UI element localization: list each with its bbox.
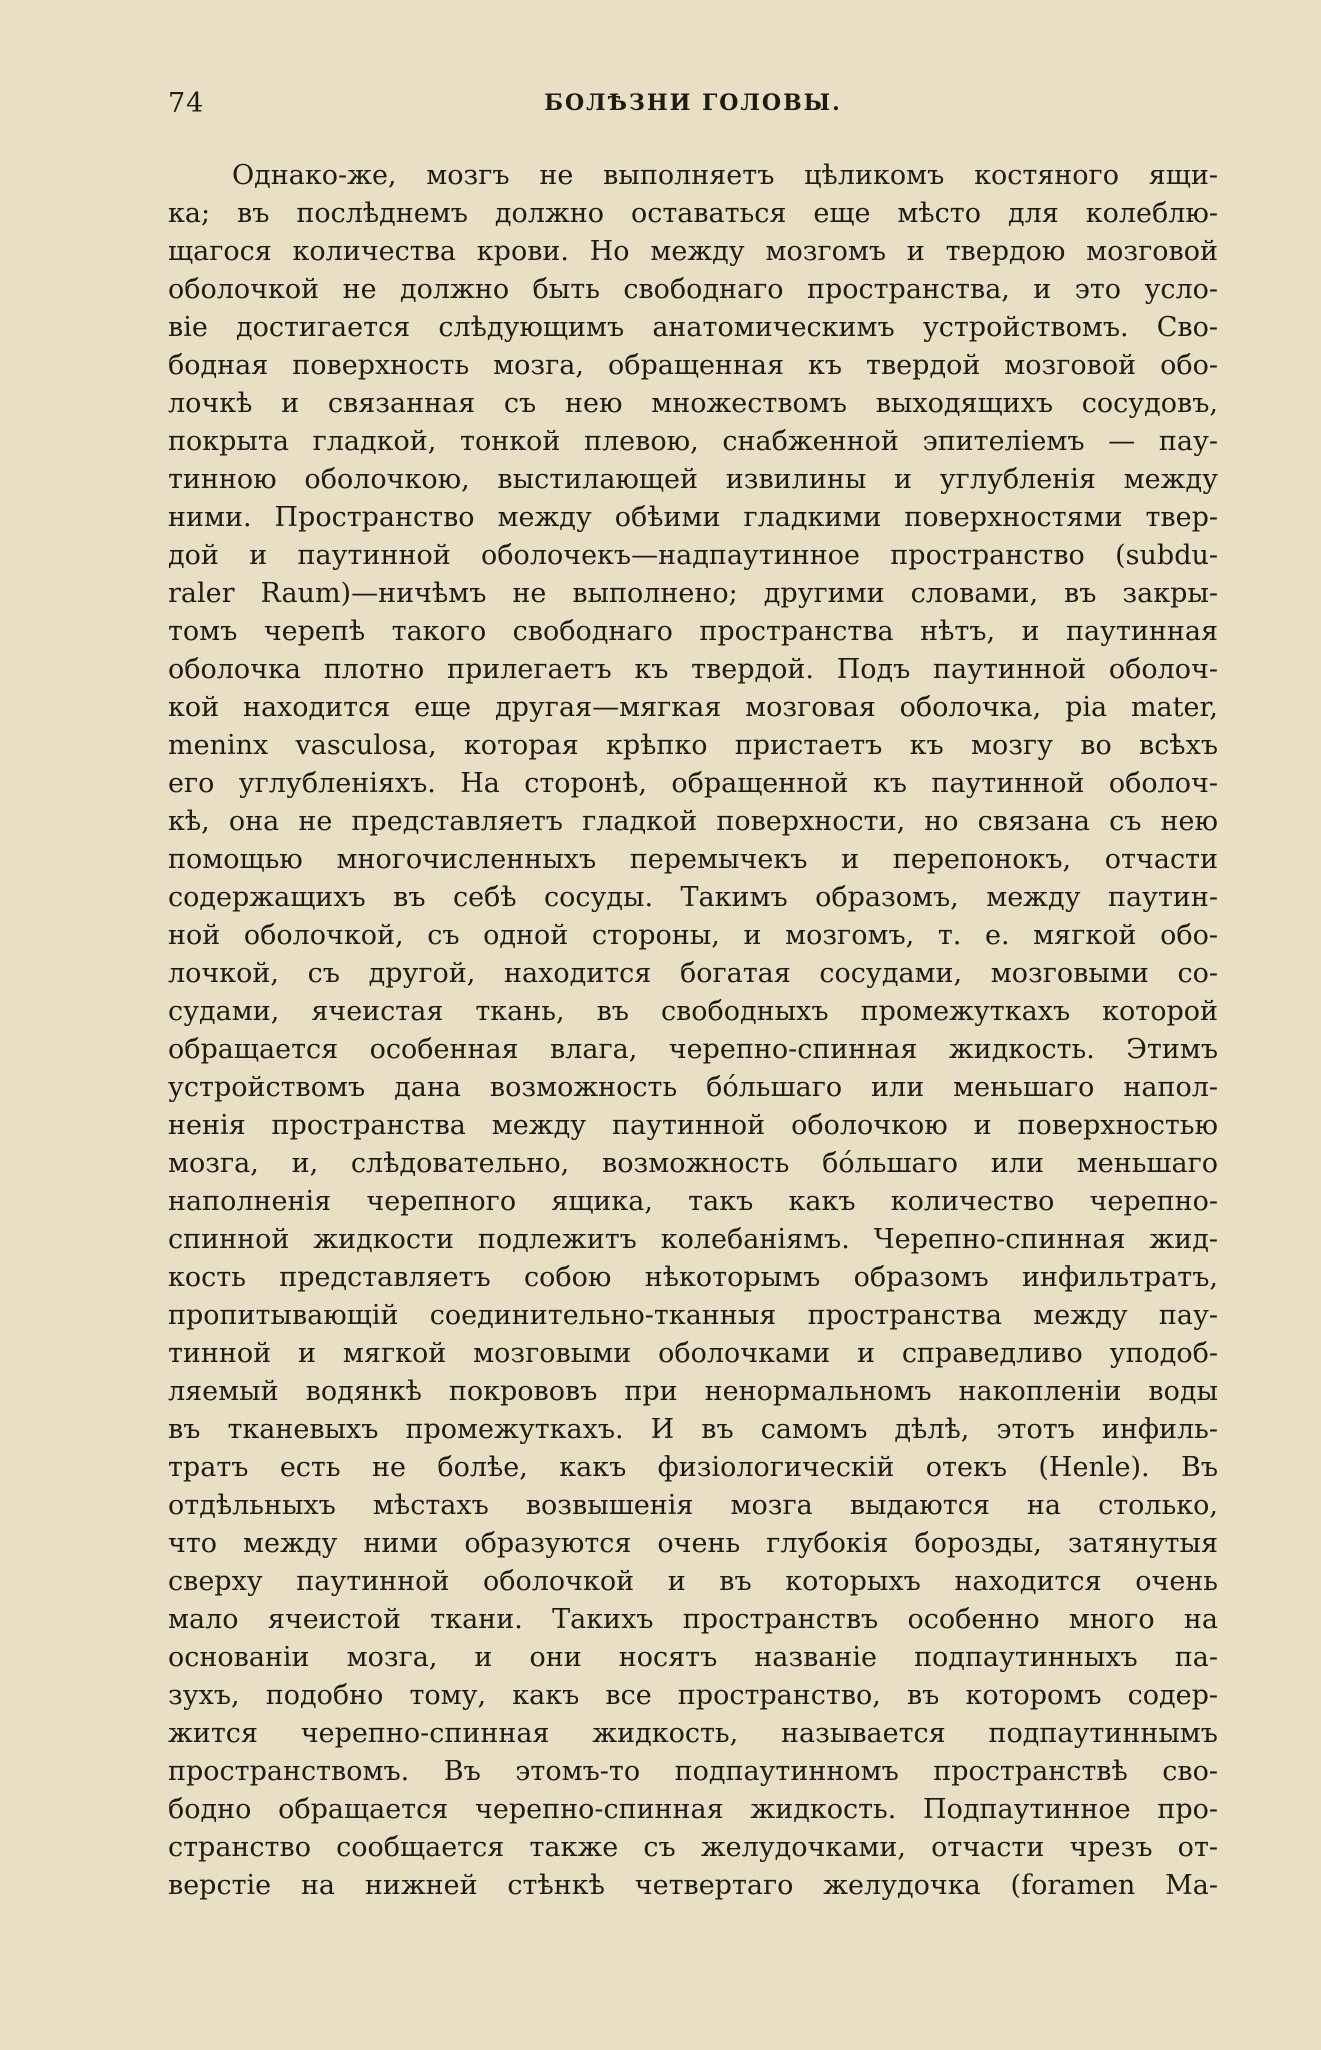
text-line: raler Raum)—ничѣмъ не выполнено; другими словами, въ закры- [168, 578, 1218, 609]
text-line: лочкѣ и связанная съ нею множествомъ выходящихъ сосудовъ, [168, 388, 1218, 419]
text-line: обращается особенная влага, черепно-спинная жидкость. Этимъ [168, 1034, 1218, 1065]
text-line: ними. Пространство между обѣими гладкими поверхностями твер- [168, 502, 1218, 533]
text-line: судами, ячеистая ткань, въ свободныхъ промежуткахъ которой [168, 996, 1218, 1027]
text-line: мало ячеистой ткани. Такихъ пространствъ особенно много на [168, 1604, 1218, 1635]
text-line: устройствомъ дана возможность бо́льшаго или меньшаго напол- [168, 1072, 1218, 1103]
text-line: пространствомъ. Въ этомъ-то подпаутинномъ пространствѣ сво- [168, 1756, 1218, 1787]
text-line: оболочка плотно прилегаетъ къ твердой. Подъ паутинной оболоч- [168, 654, 1218, 685]
page-header [168, 88, 1218, 128]
text-line: томъ черепѣ такого свободнаго пространства нѣтъ, и паутинная [168, 616, 1218, 647]
text-line: пропитывающій соединительно-тканныя пространства между пау- [168, 1300, 1218, 1331]
text-line: его углубленіяхъ. На сторонѣ, обращенной къ паутинной оболоч- [168, 768, 1218, 799]
text-line: кѣ, она не представляетъ гладкой поверхности, но связана съ нею [168, 806, 1218, 837]
text-line: тратъ есть не болѣе, какъ физіологическій отекъ (Henle). Въ [168, 1452, 1218, 1483]
text-line: віе достигается слѣдующимъ анатомическимъ устройствомъ. Сво- [168, 312, 1218, 343]
text-line: мозга, и, слѣдовательно, возможность бо́льшаго или меньшаго [168, 1148, 1218, 1179]
text-line: тинною оболочкою, выстилающей извилины и углубленія между [168, 464, 1218, 495]
text-line: тинной и мягкой мозговыми оболочками и справедливо уподоб- [168, 1338, 1218, 1369]
text-line: покрыта гладкой, тонкой плевою, снабженной эпителіемъ — пау- [168, 426, 1218, 457]
text-line: сверху паутинной оболочкой и въ которыхъ находится очень [168, 1566, 1218, 1597]
text-line: основаніи мозга, и они носятъ названіе подпаутинныхъ па- [168, 1642, 1218, 1673]
text-line: оболочкой не должно быть свободнаго пространства, и это усло- [168, 274, 1218, 305]
body-paragraph [168, 157, 1218, 1905]
text-line: ляемый водянкѣ покрововъ при ненормальномъ накопленіи воды [168, 1376, 1218, 1407]
text-line: meninx vasculosa, которая крѣпко пристаетъ къ мозгу во всѣхъ [168, 730, 1218, 761]
text-line: кость представляетъ собою нѣкоторымъ образомъ инфильтратъ, [168, 1262, 1218, 1293]
text-line: въ тканевыхъ промежуткахъ. И въ самомъ дѣлѣ, этотъ инфиль- [168, 1414, 1218, 1445]
text-line: отдѣльныхъ мѣстахъ возвышенія мозга выдаются на столько, [168, 1490, 1218, 1521]
text-line: наполненія черепного ящика, такъ какъ количество черепно- [168, 1186, 1218, 1217]
text-line: щагося количества крови. Но между мозгомъ и твердою мозговой [168, 236, 1218, 267]
text-line: Однако-же, мозгъ не выполняетъ цѣликомъ костяного ящи- [232, 160, 1218, 191]
running-title: БОЛѢЗНИ ГОЛОВЫ. [544, 90, 842, 116]
text-line: ка; въ послѣднемъ должно оставаться еще мѣсто для колеблю- [168, 198, 1218, 229]
text-line: спинной жидкости подлежитъ колебаніямъ. Черепно-спинная жид- [168, 1224, 1218, 1255]
text-line: содержащихъ въ себѣ сосуды. Такимъ образомъ, между паутин- [168, 882, 1218, 913]
text-line: верстіе на нижней стѣнкѣ четвертаго желудочка (foramen Ма- [168, 1870, 1218, 1901]
text-line: странство сообщается также съ желудочками, отчасти чрезъ от- [168, 1832, 1218, 1863]
text-line: бодно обращается черепно-спинная жидкость. Подпаутинное про- [168, 1794, 1218, 1825]
text-line: жится черепно-спинная жидкость, называется подпаутиннымъ [168, 1718, 1218, 1749]
text-line: ненія пространства между паутинной оболочкою и поверхностью [168, 1110, 1218, 1141]
text-line: бодная поверхность мозга, обращенная къ твердой мозговой обо- [168, 350, 1218, 381]
text-line: что между ними образуются очень глубокія борозды, затянутыя [168, 1528, 1218, 1559]
text-line: дой и паутинной оболочекъ—надпаутинное пространство (subdu- [168, 540, 1218, 571]
text-line: кой находится еще другая—мягкая мозговая оболочка, pia mater, [168, 692, 1218, 723]
text-line: лочкой, съ другой, находится богатая сосудами, мозговыми со- [168, 958, 1218, 989]
page-number: 74 [168, 88, 205, 119]
text-line: зухъ, подобно тому, какъ все пространство, въ которомъ содер- [168, 1680, 1218, 1711]
text-line: помощью многочисленныхъ перемычекъ и перепонокъ, отчасти [168, 844, 1218, 875]
text-line: ной оболочкой, съ одной стороны, и мозгомъ, т. е. мягкой обо- [168, 920, 1218, 951]
